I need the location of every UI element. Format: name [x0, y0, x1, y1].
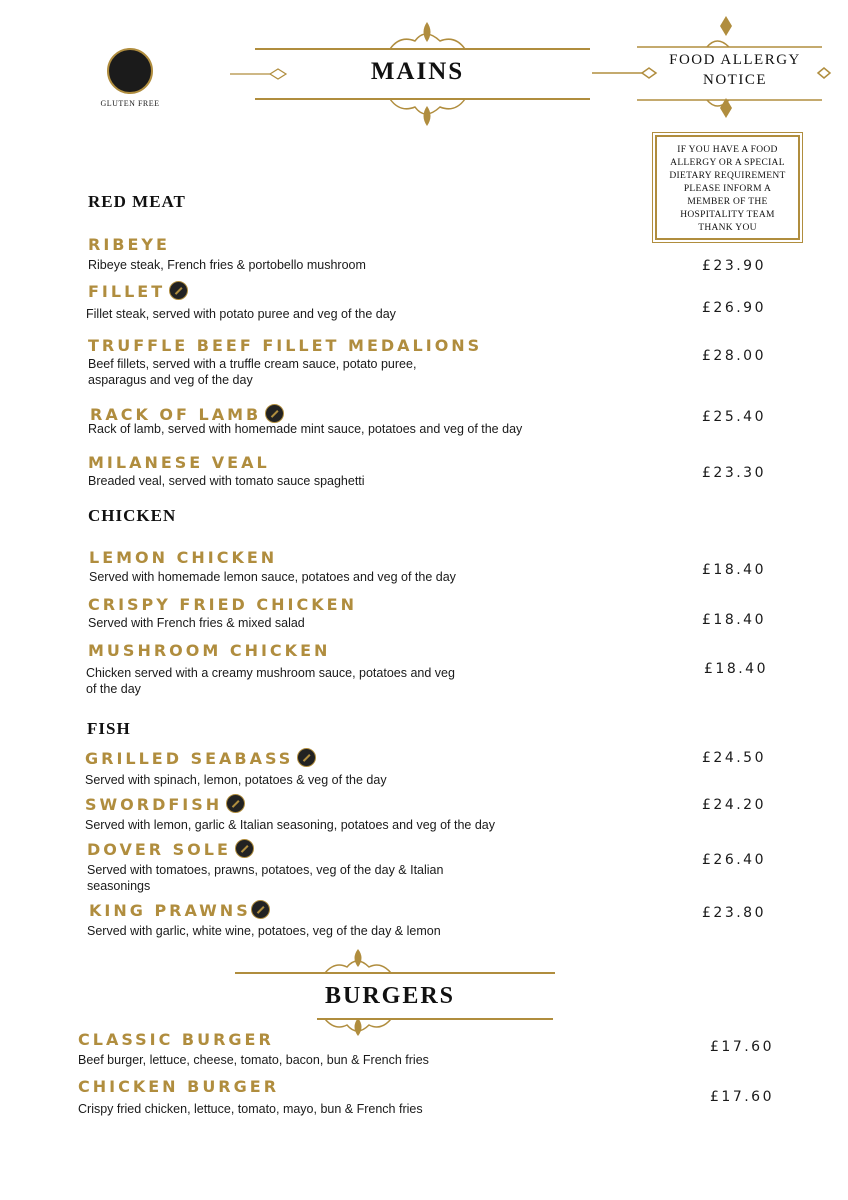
item-desc: Served with homemade lemon sauce, potatoes and veg of the day	[89, 570, 456, 584]
item-price: £23.30	[702, 465, 766, 481]
item-row	[85, 748, 316, 769]
gluten-free-icon	[169, 281, 188, 300]
burgers-title: BURGERS	[324, 983, 456, 1009]
item-name: TRUFFLE BEEF FILLET MEDALIONS	[88, 336, 483, 355]
item-price: £26.90	[702, 300, 766, 316]
item-name: DOVER SOLE	[87, 840, 231, 859]
item-row	[85, 794, 245, 815]
item-row	[87, 839, 254, 860]
item-name: CLASSIC BURGER	[78, 1030, 274, 1049]
item-desc: Breaded veal, served with tomato sauce spaghetti	[88, 474, 365, 488]
item-desc: Fillet steak, served with potato puree and veg of the day	[86, 307, 396, 321]
section-red-meat: RED MEAT	[88, 192, 186, 211]
item-desc: Served with French fries & mixed salad	[88, 616, 305, 630]
item-row	[88, 281, 188, 302]
item-price: £26.40	[702, 852, 766, 868]
item-desc: Served with spinach, lemon, potatoes & veg of the day	[85, 773, 387, 787]
item-desc: Crispy fried chicken, lettuce, tomato, mayo, bun & French fries	[78, 1102, 423, 1116]
item-name: RIBEYE	[88, 235, 170, 254]
item-price: £23.80	[702, 905, 766, 921]
item-price: £24.20	[702, 797, 766, 813]
item-desc: Beef fillets, served with a truffle cream sauce, potato puree, asparagus and veg of the day	[88, 357, 417, 387]
item-desc: Beef burger, lettuce, cheese, tomato, bacon, bun & French fries	[78, 1053, 429, 1067]
section-fish: FISH	[87, 719, 131, 738]
item-row	[89, 900, 270, 921]
mains-title: MAINS	[370, 58, 465, 85]
item-name: CHICKEN BURGER	[78, 1077, 280, 1096]
item-name: RACK OF LAMB	[90, 405, 262, 424]
item-price: £17.60	[710, 1039, 774, 1055]
item-name: GRILLED SEABASS	[85, 749, 294, 768]
item-name: MILANESE VEAL	[88, 453, 270, 472]
item-desc: Rack of lamb, served with homemade mint sauce, potatoes and veg of the day	[88, 422, 523, 436]
item-name: SWORDFISH	[85, 795, 223, 814]
item-name: FILLET	[88, 282, 166, 301]
item-desc: Chicken served with a creamy mushroom sauce, potatoes and veg of the day	[86, 666, 455, 696]
item-price: £23.90	[702, 258, 766, 274]
gluten-free-icon	[235, 839, 254, 858]
gluten-free-icon	[297, 748, 316, 767]
item-price: £18.40	[702, 612, 766, 628]
item-name: CRISPY FRIED CHICKEN	[88, 595, 357, 614]
item-desc: Served with tomatoes, prawns, potatoes, veg of the day & Italian seasonings	[87, 863, 444, 893]
item-price: £18.40	[702, 562, 766, 578]
item-price: £25.40	[702, 409, 766, 425]
item-name: MUSHROOM CHICKEN	[88, 641, 331, 660]
item-desc: Ribeye steak, French fries & portobello mushroom	[88, 258, 366, 272]
allergy-text: IF YOU HAVE A FOOD ALLERGY OR A SPECIAL DIETARY REQUIREMENT PLEASE INFORM A MEMBER OF THE HOSPITALITY TEAM THANK YOU	[669, 145, 786, 233]
item-price: £18.40	[704, 661, 768, 677]
item-desc: Served with lemon, garlic & Italian seasoning, potatoes and veg of the day	[85, 818, 495, 832]
gluten-free-icon	[226, 794, 245, 813]
item-price: £17.60	[710, 1089, 774, 1105]
gluten-free-logo	[107, 48, 153, 94]
item-price: £24.50	[702, 750, 766, 766]
item-name: KING PRAWNS	[89, 901, 251, 920]
allergy-title: FOOD ALLERGY NOTICE	[669, 52, 801, 88]
item-price: £28.00	[702, 348, 766, 364]
section-chicken: CHICKEN	[88, 506, 177, 525]
gluten-free-icon	[251, 900, 270, 919]
item-desc: Served with garlic, white wine, potatoes, veg of the day & lemon	[87, 924, 441, 938]
item-name: LEMON CHICKEN	[89, 548, 278, 567]
logo-caption: GLUTEN FREE	[100, 99, 160, 108]
